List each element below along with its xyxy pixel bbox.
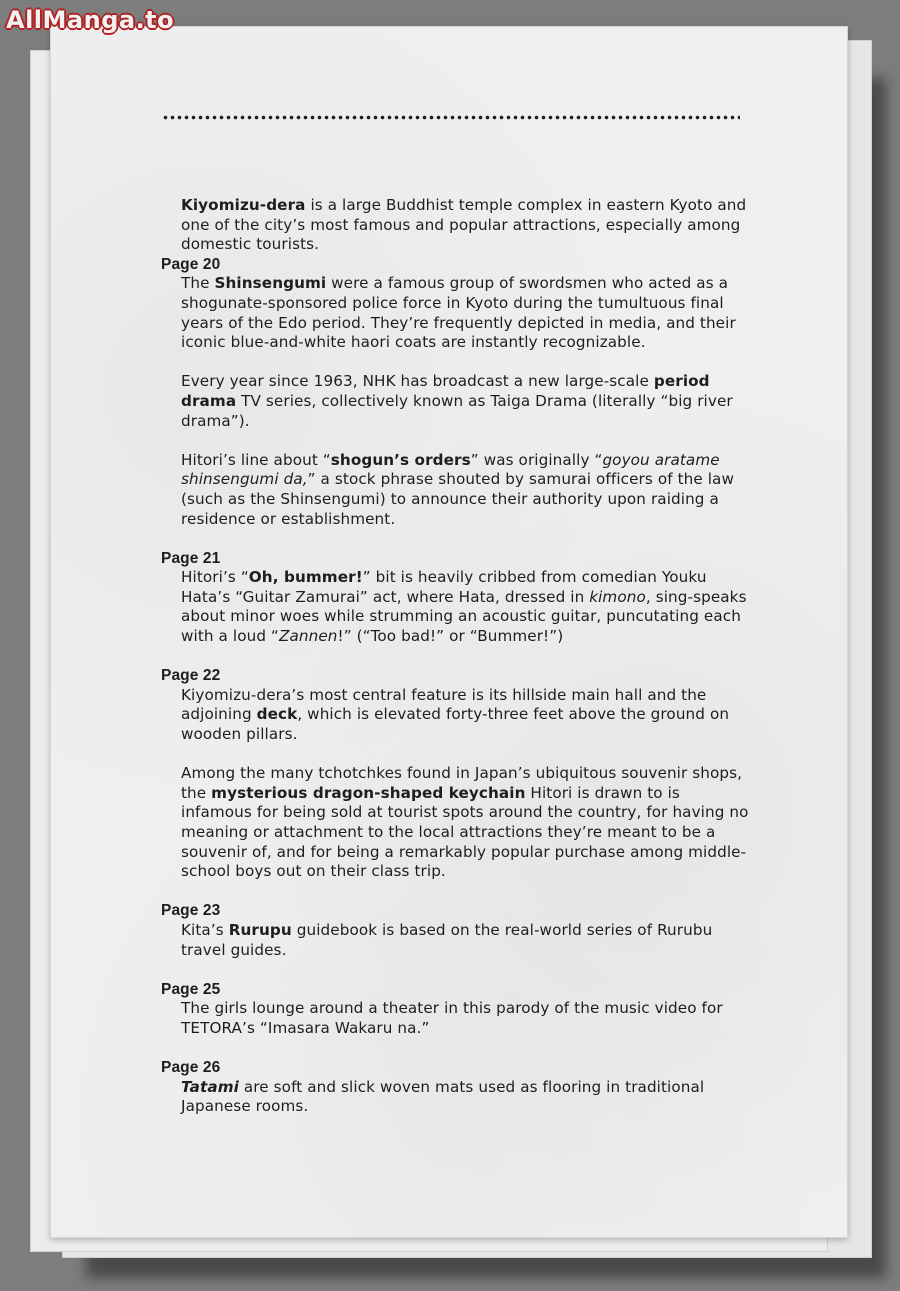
bold-term: Rurupu — [228, 920, 292, 939]
italic-term: goyou aratame shinsengumi da, — [181, 450, 720, 489]
note-entry — [181, 686, 751, 745]
text-run: TV series, collectively known as Taiga Drama (literally “big river drama”). — [181, 391, 733, 430]
page-heading: Page 26 — [161, 1059, 221, 1077]
note-entry — [181, 372, 751, 431]
page-section — [161, 255, 751, 529]
bold-term: Kiyomizu-dera — [181, 196, 306, 214]
note-entry — [181, 196, 751, 255]
page-section — [161, 549, 751, 647]
text-run: are soft and slick woven mats used as flooring in traditional Japanese rooms. — [181, 1077, 705, 1116]
text-run: is a large Buddhist temple complex in eastern Kyoto and one of the city’s most famous and popular attractions, especially among domestic tourists. — [181, 196, 747, 254]
italic-term: kimono — [589, 587, 646, 606]
site-watermark: AllManga.to — [6, 6, 175, 34]
page-section — [161, 666, 751, 882]
page-heading: Page 22 — [161, 667, 221, 685]
page-heading: Page 20 — [161, 255, 221, 273]
text-run: Kiyomizu-dera’s most central feature is its hillside main hall and the adjoining — [181, 685, 707, 724]
bold-term: Shinsengumi — [214, 274, 327, 293]
text-run: Hitori’s line about “ — [181, 450, 331, 469]
text-run: Among the many tchotchkes found in Japan’s ubiquitous souvenir shops, the — [181, 764, 743, 802]
text-run: Hitori’s “ — [181, 568, 249, 587]
text-run: Every year since 1963, NHK has broadcast a new large-scale — [181, 372, 654, 391]
note-entry — [181, 451, 751, 529]
notes-sections — [161, 255, 751, 1117]
note-entry — [181, 568, 751, 646]
page-heading: Page 25 — [161, 980, 221, 998]
italic-term: Zannen — [278, 627, 338, 646]
note-entry — [181, 274, 751, 352]
text-run: were a famous group of swordsmen who acted as a shogunate-sponsored police force in Kyoto during the tumultuous final years of the Edo period. They’re frequently depicted in media, and their iconic blue-and-white haori coats are instantly recognizable. — [181, 274, 736, 352]
dotted-divider — [162, 114, 740, 121]
page-section — [161, 1058, 751, 1117]
note-entry — [181, 764, 751, 882]
text-run: guidebook is based on the real-world series of Rurubu travel guides. — [181, 920, 713, 959]
page-section — [161, 980, 751, 1039]
page-section — [161, 901, 751, 960]
bold-term: Oh, bummer! — [248, 568, 363, 587]
text-run: , sing-speaks about minor woes while strumming an acoustic guitar, puncutating each with a loud “ — [181, 587, 747, 646]
intro-note — [161, 196, 751, 255]
bold-italic-term: Tatami — [181, 1077, 239, 1096]
text-run: Kita’s — [181, 920, 229, 939]
bold-term: period drama — [181, 372, 710, 410]
bold-term: deck — [256, 705, 298, 724]
page-heading: Page 23 — [161, 902, 221, 920]
text-run: ” bit is heavily cribbed from comedian Youku Hata’s “Guitar Zamurai” act, where Hata, dressed in — [181, 568, 707, 606]
text-run: ” was originally “ — [470, 450, 603, 469]
text-run: !” (“Too bad!” or “Bummer!”) — [337, 627, 564, 646]
text-run: The girls lounge around a theater in this parody of the music video for TETORA’s “Imasara Wakaru na.” — [181, 999, 723, 1037]
text-run: ” a stock phrase shouted by samurai officers of the law (such as the Shinsengumi) to announce their authority upon raiding a residence or establishment. — [181, 470, 734, 528]
text-run: , which is elevated forty-three feet above the ground on wooden pillars. — [181, 705, 730, 744]
notes-content — [161, 196, 751, 1117]
text-run: Hitori is drawn to is infamous for being sold at tourist spots around the country, for having no meaning or attachment to the local attractions they’re meant to be a souvenir of, and for being a remarkably popular purchase among middle-school boys out on their class trip. — [181, 783, 749, 881]
note-entry — [181, 1078, 751, 1117]
page-heading: Page 21 — [161, 549, 221, 567]
note-entry — [181, 921, 751, 960]
note-entry — [181, 999, 751, 1038]
bold-term: mysterious dragon-shaped keychain — [211, 783, 526, 802]
bold-term: shogun’s orders — [330, 450, 471, 469]
text-run: The — [181, 274, 215, 293]
